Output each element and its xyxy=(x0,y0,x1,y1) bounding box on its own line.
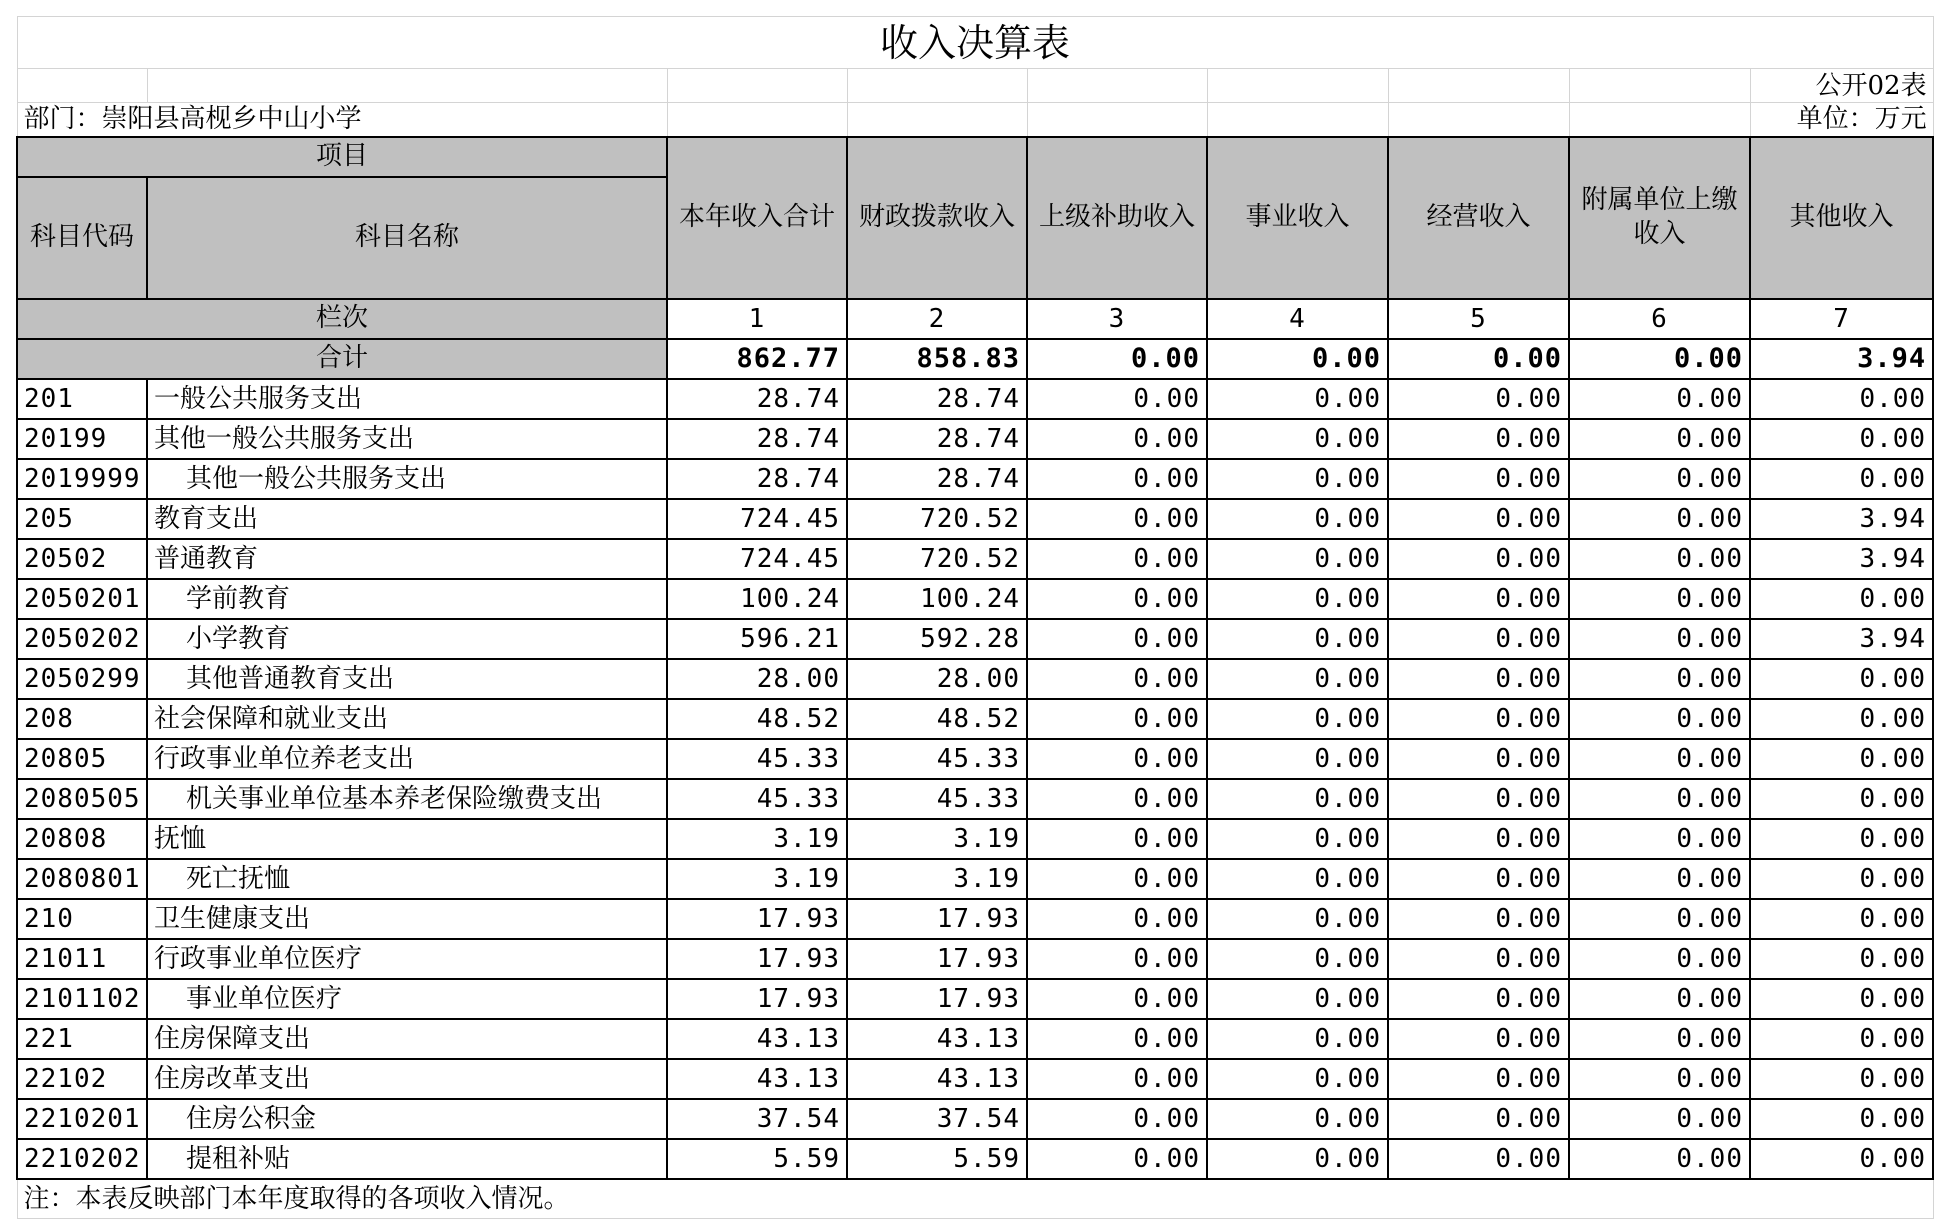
total-value: 3.94 xyxy=(1750,339,1933,379)
amount-cell: 0.00 xyxy=(1750,899,1933,939)
amount-cell: 43.13 xyxy=(667,1059,847,1099)
amount-cell: 0.00 xyxy=(1750,379,1933,419)
amount-cell: 0.00 xyxy=(1388,659,1569,699)
amount-cell: 720.52 xyxy=(847,539,1027,579)
amount-cell: 0.00 xyxy=(1388,939,1569,979)
header-item: 项目 xyxy=(17,137,667,177)
total-value: 858.83 xyxy=(847,339,1027,379)
row-number-3: 3 xyxy=(1027,299,1207,339)
table-row xyxy=(17,1019,1933,1059)
amount-cell: 45.33 xyxy=(847,739,1027,779)
subject-code: 2080801 xyxy=(17,859,147,899)
subject-name: 住房保障支出 xyxy=(147,1019,667,1059)
subject-code: 205 xyxy=(17,499,147,539)
amount-cell: 28.74 xyxy=(667,459,847,499)
amount-cell: 0.00 xyxy=(1207,379,1388,419)
amount-cell: 0.00 xyxy=(1750,979,1933,1019)
amount-cell: 0.00 xyxy=(1027,499,1207,539)
amount-cell: 17.93 xyxy=(847,899,1027,939)
amount-cell: 0.00 xyxy=(1027,939,1207,979)
row-number-label: 栏次 xyxy=(17,299,667,339)
amount-cell: 37.54 xyxy=(847,1099,1027,1139)
amount-cell: 0.00 xyxy=(1750,779,1933,819)
table-row xyxy=(17,1139,1933,1179)
subject-name: 住房公积金 xyxy=(147,1099,667,1139)
subject-code: 20808 xyxy=(17,819,147,859)
amount-cell: 0.00 xyxy=(1388,419,1569,459)
amount-cell: 720.52 xyxy=(847,499,1027,539)
subject-name: 卫生健康支出 xyxy=(147,899,667,939)
amount-cell: 0.00 xyxy=(1027,899,1207,939)
amount-cell: 0.00 xyxy=(1388,859,1569,899)
amount-cell: 0.00 xyxy=(1027,459,1207,499)
amount-cell: 0.00 xyxy=(1388,1019,1569,1059)
amount-cell: 28.74 xyxy=(847,379,1027,419)
amount-cell: 0.00 xyxy=(1569,899,1750,939)
subject-code: 208 xyxy=(17,699,147,739)
row-number-7: 7 xyxy=(1750,299,1933,339)
amount-cell: 3.19 xyxy=(847,819,1027,859)
department-label: 部门：崇阳县高枧乡中山小学 xyxy=(17,103,667,137)
subject-name: 一般公共服务支出 xyxy=(147,379,667,419)
amount-cell: 0.00 xyxy=(1027,979,1207,1019)
table-row xyxy=(17,419,1933,459)
header-name: 科目名称 xyxy=(147,177,667,299)
amount-cell: 0.00 xyxy=(1207,619,1388,659)
subject-code: 2050299 xyxy=(17,659,147,699)
header-col-4: 事业收入 xyxy=(1207,137,1388,299)
subject-name: 其他一般公共服务支出 xyxy=(147,459,667,499)
amount-cell: 5.59 xyxy=(667,1139,847,1179)
table-row xyxy=(17,539,1933,579)
amount-cell: 0.00 xyxy=(1750,939,1933,979)
total-label: 合计 xyxy=(17,339,667,379)
amount-cell: 0.00 xyxy=(1027,579,1207,619)
amount-cell: 0.00 xyxy=(1027,379,1207,419)
amount-cell: 37.54 xyxy=(667,1099,847,1139)
amount-cell: 0.00 xyxy=(1027,739,1207,779)
table-row xyxy=(17,379,1933,419)
amount-cell: 0.00 xyxy=(1569,579,1750,619)
amount-cell: 724.45 xyxy=(667,499,847,539)
amount-cell: 0.00 xyxy=(1569,1099,1750,1139)
subject-code: 22102 xyxy=(17,1059,147,1099)
header-col-1: 本年收入合计 xyxy=(667,137,847,299)
amount-cell: 0.00 xyxy=(1388,1059,1569,1099)
table-row xyxy=(17,899,1933,939)
amount-cell: 28.74 xyxy=(847,459,1027,499)
amount-cell: 0.00 xyxy=(1207,1099,1388,1139)
amount-cell: 0.00 xyxy=(1388,819,1569,859)
amount-cell: 17.93 xyxy=(667,979,847,1019)
amount-cell: 100.24 xyxy=(667,579,847,619)
amount-cell: 0.00 xyxy=(1207,419,1388,459)
table-row xyxy=(17,659,1933,699)
table-row xyxy=(17,1059,1933,1099)
amount-cell: 3.94 xyxy=(1750,499,1933,539)
subject-name: 教育支出 xyxy=(147,499,667,539)
amount-cell: 0.00 xyxy=(1207,499,1388,539)
subject-code: 20199 xyxy=(17,419,147,459)
amount-cell: 0.00 xyxy=(1569,539,1750,579)
amount-cell: 0.00 xyxy=(1027,659,1207,699)
amount-cell: 5.59 xyxy=(847,1139,1027,1179)
amount-cell: 0.00 xyxy=(1569,499,1750,539)
amount-cell: 0.00 xyxy=(1207,699,1388,739)
amount-cell: 0.00 xyxy=(1207,899,1388,939)
header-col-6: 附属单位上缴收入 xyxy=(1569,137,1750,299)
table-row xyxy=(17,859,1933,899)
row-number-6: 6 xyxy=(1569,299,1750,339)
amount-cell: 0.00 xyxy=(1207,859,1388,899)
amount-cell: 0.00 xyxy=(1569,699,1750,739)
amount-cell: 0.00 xyxy=(1207,1059,1388,1099)
amount-cell: 43.13 xyxy=(847,1059,1027,1099)
amount-cell: 596.21 xyxy=(667,619,847,659)
amount-cell: 0.00 xyxy=(1207,539,1388,579)
amount-cell: 724.45 xyxy=(667,539,847,579)
amount-cell: 0.00 xyxy=(1207,819,1388,859)
subject-name: 行政事业单位养老支出 xyxy=(147,739,667,779)
total-value: 0.00 xyxy=(1569,339,1750,379)
amount-cell: 45.33 xyxy=(667,779,847,819)
amount-cell: 0.00 xyxy=(1027,819,1207,859)
amount-cell: 0.00 xyxy=(1207,1139,1388,1179)
amount-cell: 17.93 xyxy=(667,899,847,939)
amount-cell: 0.00 xyxy=(1388,1139,1569,1179)
subject-name: 住房改革支出 xyxy=(147,1059,667,1099)
amount-cell: 3.94 xyxy=(1750,619,1933,659)
page-title: 收入决算表 xyxy=(17,17,1933,69)
amount-cell: 17.93 xyxy=(667,939,847,979)
amount-cell: 0.00 xyxy=(1569,1139,1750,1179)
table-row xyxy=(17,819,1933,859)
subject-name: 抚恤 xyxy=(147,819,667,859)
amount-cell: 0.00 xyxy=(1388,699,1569,739)
table-row xyxy=(17,459,1933,499)
amount-cell: 0.00 xyxy=(1388,899,1569,939)
amount-cell: 0.00 xyxy=(1388,979,1569,1019)
amount-cell: 17.93 xyxy=(847,979,1027,1019)
amount-cell: 0.00 xyxy=(1569,1059,1750,1099)
amount-cell: 0.00 xyxy=(1388,579,1569,619)
amount-cell: 17.93 xyxy=(847,939,1027,979)
subject-code: 210 xyxy=(17,899,147,939)
amount-cell: 0.00 xyxy=(1750,819,1933,859)
amount-cell: 3.19 xyxy=(667,819,847,859)
amount-cell: 0.00 xyxy=(1388,499,1569,539)
header-col-5: 经营收入 xyxy=(1388,137,1569,299)
table-row xyxy=(17,699,1933,739)
amount-cell: 28.00 xyxy=(847,659,1027,699)
subject-code: 21011 xyxy=(17,939,147,979)
amount-cell: 0.00 xyxy=(1569,779,1750,819)
amount-cell: 0.00 xyxy=(1569,979,1750,1019)
amount-cell: 0.00 xyxy=(1569,939,1750,979)
amount-cell: 0.00 xyxy=(1027,1059,1207,1099)
amount-cell: 0.00 xyxy=(1388,779,1569,819)
amount-cell: 28.74 xyxy=(667,419,847,459)
amount-cell: 0.00 xyxy=(1207,739,1388,779)
unit-label: 单位：万元 xyxy=(1750,103,1933,137)
amount-cell: 0.00 xyxy=(1388,1099,1569,1139)
amount-cell: 0.00 xyxy=(1388,379,1569,419)
amount-cell: 0.00 xyxy=(1207,1019,1388,1059)
table-note: 注：本表反映部门本年度取得的各项收入情况。 xyxy=(17,1179,1933,1219)
header-code: 科目代码 xyxy=(17,177,147,299)
total-value: 862.77 xyxy=(667,339,847,379)
amount-cell: 0.00 xyxy=(1569,859,1750,899)
subject-name: 学前教育 xyxy=(147,579,667,619)
amount-cell: 48.52 xyxy=(847,699,1027,739)
amount-cell: 100.24 xyxy=(847,579,1027,619)
header-col-3: 上级补助收入 xyxy=(1027,137,1207,299)
amount-cell: 0.00 xyxy=(1569,379,1750,419)
amount-cell: 0.00 xyxy=(1569,619,1750,659)
table-row xyxy=(17,579,1933,619)
header-col-2: 财政拨款收入 xyxy=(847,137,1027,299)
amount-cell: 0.00 xyxy=(1027,419,1207,459)
amount-cell: 0.00 xyxy=(1750,1099,1933,1139)
amount-cell: 3.94 xyxy=(1750,539,1933,579)
amount-cell: 592.28 xyxy=(847,619,1027,659)
amount-cell: 0.00 xyxy=(1207,659,1388,699)
subject-code: 2050201 xyxy=(17,579,147,619)
amount-cell: 0.00 xyxy=(1027,1139,1207,1179)
row-number-4: 4 xyxy=(1207,299,1388,339)
amount-cell: 0.00 xyxy=(1569,739,1750,779)
subject-code: 2080505 xyxy=(17,779,147,819)
amount-cell: 43.13 xyxy=(667,1019,847,1059)
subject-name: 普通教育 xyxy=(147,539,667,579)
amount-cell: 0.00 xyxy=(1569,459,1750,499)
amount-cell: 0.00 xyxy=(1207,979,1388,1019)
amount-cell: 0.00 xyxy=(1569,659,1750,699)
amount-cell: 0.00 xyxy=(1027,699,1207,739)
amount-cell: 0.00 xyxy=(1027,539,1207,579)
subject-code: 2210201 xyxy=(17,1099,147,1139)
amount-cell: 0.00 xyxy=(1388,739,1569,779)
subject-code: 2101102 xyxy=(17,979,147,1019)
total-value: 0.00 xyxy=(1027,339,1207,379)
amount-cell: 0.00 xyxy=(1027,1019,1207,1059)
amount-cell: 0.00 xyxy=(1750,579,1933,619)
total-row xyxy=(17,339,1933,379)
amount-cell: 0.00 xyxy=(1750,419,1933,459)
subject-name: 行政事业单位医疗 xyxy=(147,939,667,979)
amount-cell: 28.00 xyxy=(667,659,847,699)
amount-cell: 0.00 xyxy=(1207,939,1388,979)
amount-cell: 48.52 xyxy=(667,699,847,739)
table-row xyxy=(17,739,1933,779)
subject-name: 提租补贴 xyxy=(147,1139,667,1179)
table-row xyxy=(17,939,1933,979)
amount-cell: 0.00 xyxy=(1027,1099,1207,1139)
amount-cell: 28.74 xyxy=(667,379,847,419)
amount-cell: 0.00 xyxy=(1207,779,1388,819)
amount-cell: 43.13 xyxy=(847,1019,1027,1059)
row-number-5: 5 xyxy=(1388,299,1569,339)
subject-name: 机关事业单位基本养老保险缴费支出 xyxy=(147,779,667,819)
table-row xyxy=(17,619,1933,659)
amount-cell: 0.00 xyxy=(1750,1139,1933,1179)
amount-cell: 28.74 xyxy=(847,419,1027,459)
subject-code: 221 xyxy=(17,1019,147,1059)
table-row xyxy=(17,1099,1933,1139)
subject-name: 其他普通教育支出 xyxy=(147,659,667,699)
subject-code: 20502 xyxy=(17,539,147,579)
amount-cell: 0.00 xyxy=(1388,539,1569,579)
subject-code: 2050202 xyxy=(17,619,147,659)
amount-cell: 0.00 xyxy=(1207,459,1388,499)
amount-cell: 0.00 xyxy=(1750,1059,1933,1099)
amount-cell: 0.00 xyxy=(1027,859,1207,899)
amount-cell: 0.00 xyxy=(1388,459,1569,499)
amount-cell: 0.00 xyxy=(1569,819,1750,859)
header-col-7: 其他收入 xyxy=(1750,137,1933,299)
total-value: 0.00 xyxy=(1207,339,1388,379)
total-value: 0.00 xyxy=(1388,339,1569,379)
amount-cell: 0.00 xyxy=(1569,1019,1750,1059)
subject-code: 2210202 xyxy=(17,1139,147,1179)
amount-cell: 0.00 xyxy=(1750,1019,1933,1059)
subject-name: 小学教育 xyxy=(147,619,667,659)
amount-cell: 0.00 xyxy=(1027,779,1207,819)
amount-cell: 0.00 xyxy=(1750,699,1933,739)
table-row xyxy=(17,779,1933,819)
row-number-2: 2 xyxy=(847,299,1027,339)
form-number: 公开02表 xyxy=(1750,69,1933,103)
subject-name: 其他一般公共服务支出 xyxy=(147,419,667,459)
amount-cell: 0.00 xyxy=(1750,659,1933,699)
row-number-1: 1 xyxy=(667,299,847,339)
amount-cell: 0.00 xyxy=(1569,419,1750,459)
amount-cell: 45.33 xyxy=(847,779,1027,819)
table-row xyxy=(17,499,1933,539)
subject-name: 死亡抚恤 xyxy=(147,859,667,899)
amount-cell: 45.33 xyxy=(667,739,847,779)
income-final-accounts-table xyxy=(16,16,1934,1219)
subject-code: 201 xyxy=(17,379,147,419)
amount-cell: 3.19 xyxy=(847,859,1027,899)
amount-cell: 0.00 xyxy=(1750,739,1933,779)
subject-code: 2019999 xyxy=(17,459,147,499)
amount-cell: 0.00 xyxy=(1750,459,1933,499)
amount-cell: 0.00 xyxy=(1750,859,1933,899)
subject-name: 社会保障和就业支出 xyxy=(147,699,667,739)
amount-cell: 0.00 xyxy=(1388,619,1569,659)
amount-cell: 3.19 xyxy=(667,859,847,899)
subject-code: 20805 xyxy=(17,739,147,779)
table-row xyxy=(17,979,1933,1019)
amount-cell: 0.00 xyxy=(1027,619,1207,659)
subject-name: 事业单位医疗 xyxy=(147,979,667,1019)
amount-cell: 0.00 xyxy=(1207,579,1388,619)
